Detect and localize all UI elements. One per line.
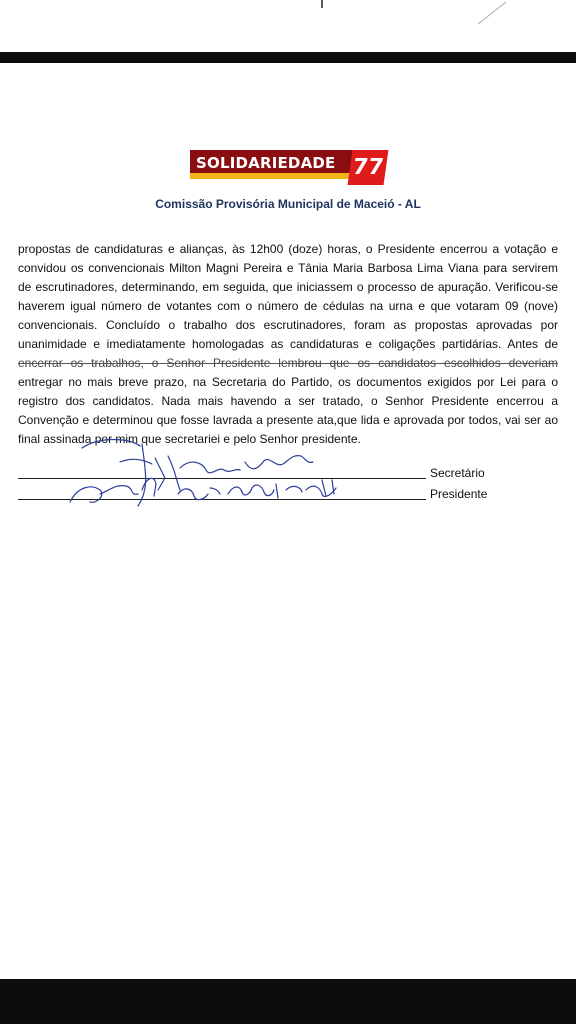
top-margin	[0, 0, 576, 52]
org-name: Comissão Provisória Municipal de Maceió - AL	[155, 197, 421, 211]
bottom-black-bar	[0, 979, 576, 1024]
body-line-2: convidou os convencionais Milton Magni Pereira e Tânia Maria Barbosa Lima Viana para servirem	[18, 261, 558, 275]
logo-number: 77	[348, 150, 389, 185]
secretary-label: Secretário	[430, 466, 485, 480]
body-line-10: Convenção e determinou que fosse lavrada a presente ata,que lida e aprovada por todos, vai ser ao	[18, 413, 558, 427]
body-line-6: unanimidade e imediatamente homologadas as candidaturas e coligações partidárias. Antes de	[18, 337, 558, 351]
minutes-body	[18, 240, 558, 449]
body-line-1: propostas de candidaturas e alianças, às 12h00 (doze) horas, o Presidente encerrou a votação e	[18, 242, 558, 256]
top-black-bar	[0, 52, 576, 63]
body-line-3: de escrutinadores, determinando, em seguida, que iniciassem o processo de apuração. Verificou-se	[18, 280, 558, 294]
body-line-11: final assinada por mim que secretariei e pelo Senhor presidente.	[18, 432, 361, 446]
body-line-8: entregar no mais breve prazo, na Secretaria do Partido, os documentos exigidos por Lei para o	[18, 375, 558, 389]
body-line-7: encerrar os trabalhos, o Senhor Presidente lembrou que os candidatos escolhidos deveriam	[18, 356, 558, 370]
handwritten-signature	[60, 428, 360, 512]
logo-text: SOLIDARIEDADE	[196, 154, 336, 172]
party-logo	[190, 150, 392, 188]
body-line-4: haverem igual número de votantes com o número de cédulas na urna e que votaram 09 (nove)	[18, 299, 558, 313]
logo-banner	[190, 150, 358, 179]
president-label: Presidente	[430, 487, 488, 501]
body-line-5: convencionais. Concluído o trabalho dos escrutinadores, foram as propostas aprovadas por	[18, 318, 558, 332]
scan-artifact-mark	[0, 0, 576, 52]
body-line-9: registro dos candidatos. Nada mais havendo a ser tratado, o Senhor Presidente encerrou a	[18, 394, 558, 408]
